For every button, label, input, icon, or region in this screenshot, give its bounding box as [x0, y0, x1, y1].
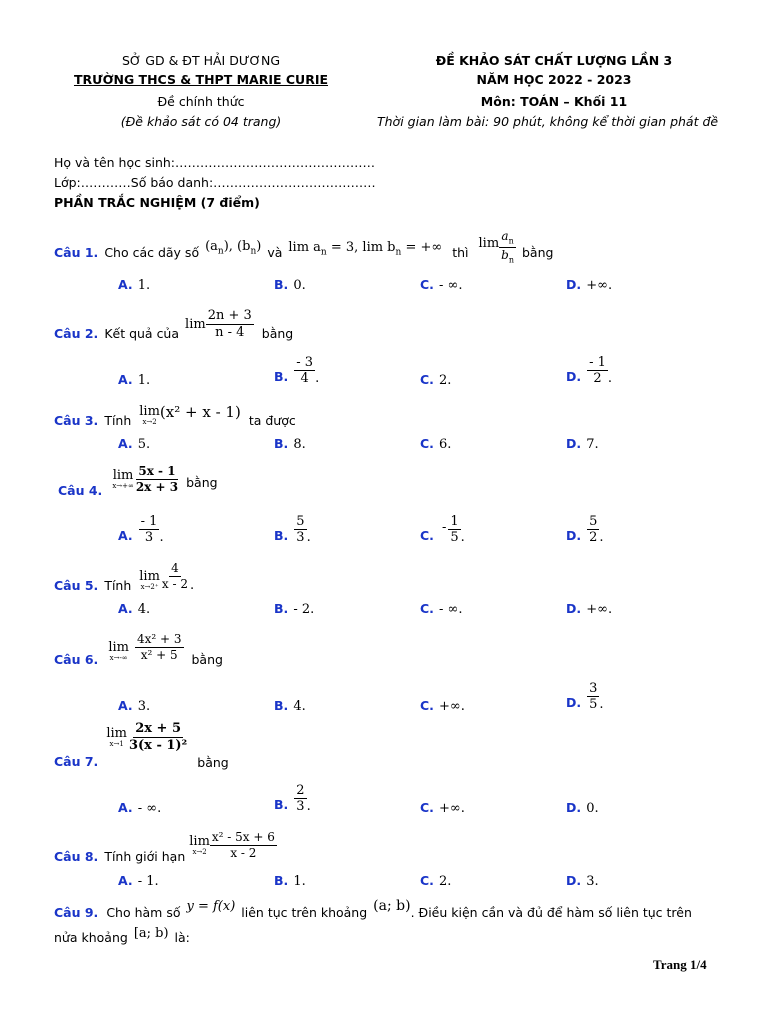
answer-text: 7.	[586, 437, 599, 452]
question-1	[54, 228, 554, 272]
class-line: Lớp:…………Số báo danh:…………………………………	[54, 175, 376, 190]
question-label: Câu 9.	[54, 905, 99, 920]
school-name-text: TRƯỜNG THCS & THPT MARIE CURIE	[73, 72, 329, 87]
answer-text: - ∞.	[439, 278, 463, 293]
answer-d[interactable]: D. 7.	[566, 436, 599, 452]
answer-text: .	[460, 530, 465, 545]
answer-b[interactable]: B. 4.	[274, 698, 306, 714]
answer-text: +∞.	[439, 801, 465, 816]
school-name	[60, 72, 342, 87]
answer-b[interactable]: B. - 2.	[274, 601, 315, 617]
limit-fraction: $\frac{\text{4x² + 3}}{\text{x² + 5}}$	[136, 631, 182, 662]
question-6	[54, 627, 223, 667]
question-label: Câu 4.	[58, 482, 103, 498]
answer-d[interactable]: D. 3.	[566, 873, 599, 889]
answer-c[interactable]: C. +∞.	[420, 698, 465, 714]
answer-a[interactable]: A. $\frac{- 1}{3}$ .	[118, 513, 164, 546]
student-name-line: Họ và tên học sinh:…………………………………………	[54, 155, 375, 170]
limit-operator: lim x→2	[139, 403, 160, 426]
answer-text: 1.	[293, 874, 306, 889]
question-text: . Điều kiện cần và đủ để hàm số liên tục trên	[410, 905, 692, 920]
answer-d[interactable]: D. +∞.	[566, 277, 613, 293]
question-text: bằng	[197, 755, 229, 770]
question-9-line-2	[54, 926, 190, 945]
question-text: bằng	[186, 474, 218, 490]
question-text: Kết quả của	[104, 325, 180, 341]
answer-d[interactable]: D. $\frac{3}{5}$ .	[566, 680, 604, 713]
answer-c[interactable]: C. 2.	[420, 873, 452, 889]
question-text: bằng	[522, 244, 554, 260]
exam-title: ĐỀ KHẢO SÁT CHẤT LƯỢNG LẦN 3	[435, 53, 673, 68]
answer-text: - ∞.	[137, 801, 162, 816]
answer-text: - ∞.	[439, 602, 463, 617]
question-9	[54, 898, 692, 920]
answer-a[interactable]: A. - ∞.	[118, 800, 162, 816]
answer-c[interactable]: C. 2.	[420, 372, 452, 388]
answer-a[interactable]: A. - 1.	[118, 873, 159, 889]
school-year: NĂM HỌC 2022 - 2023	[476, 72, 632, 87]
answer-text: 0.	[293, 278, 306, 293]
limit-operator: lim x→2	[189, 833, 210, 856]
answer-text: 6.	[439, 437, 452, 452]
question-text: bằng	[261, 325, 294, 341]
limit-operator: lim x→1	[106, 725, 127, 748]
limit-operator: lim x→-∞	[108, 639, 129, 662]
question-text: là:	[174, 930, 190, 945]
question-label: Câu 8.	[54, 848, 99, 864]
question-label: Câu 7.	[54, 754, 99, 769]
limit-fraction: $\frac{5x - 1}{2x + 3}$	[135, 463, 179, 494]
subject: Môn: TOÁN – Khối 11	[480, 94, 628, 109]
official-label: Đề chính thức	[157, 94, 245, 109]
answer-b[interactable]: B. 8.	[274, 436, 306, 452]
answer-b[interactable]: B. $\frac{5}{3}$ .	[274, 513, 311, 546]
answer-text: 2.	[439, 874, 452, 889]
answer-a[interactable]: A. 1.	[118, 277, 151, 293]
sequence-expr: $(a_n)$, $(b_n)$	[205, 239, 262, 257]
answer-text: 3.	[586, 874, 599, 889]
interval-expr: [a; b)	[133, 926, 169, 941]
question-text: .	[190, 577, 195, 593]
question-text: và	[267, 244, 283, 260]
answer-text: +∞.	[439, 699, 465, 714]
answer-c[interactable]: C. 6.	[420, 436, 452, 452]
answer-text: .	[599, 530, 604, 545]
answer-text: 1.	[137, 278, 151, 293]
question-text: Tính	[104, 577, 132, 593]
answer-text: 4.	[137, 602, 151, 617]
answer-text: 3.	[137, 699, 151, 714]
answer-d[interactable]: D. 0.	[566, 800, 599, 816]
answer-b[interactable]: B. $\frac{- 3}{4}$ .	[274, 354, 320, 387]
question-text: bằng	[191, 651, 223, 667]
limit-word: lim	[185, 316, 206, 332]
question-label: Câu 5.	[54, 577, 99, 593]
answer-text: .	[306, 530, 311, 545]
limit-fraction: $\frac{\text{x² - 5x + 6}}{x - 2}$	[211, 829, 275, 860]
question-4	[58, 459, 218, 499]
question-text: Cho các dãy số	[104, 244, 200, 260]
answer-text: 8.	[293, 437, 306, 452]
exam-time: Thời gian làm bài: 90 phút, không kể thời gian phát đề	[377, 114, 719, 129]
limit-fraction: $\frac{a_n}{b_n}$	[501, 228, 514, 264]
limit-fraction: $\frac{2x + 5}{\text{3(x - 1)²}}$	[128, 721, 188, 753]
answer-b[interactable]: B. $\frac{2}{3}$ .	[274, 782, 311, 815]
question-label: Câu 3.	[54, 412, 99, 428]
section-title: PHẦN TRẮC NGHIỆM (7 điểm)	[54, 195, 260, 210]
answer-d[interactable]: D. +∞.	[566, 601, 613, 617]
limit-fraction: $\frac{2n + 3}{n - 4}$	[207, 307, 252, 340]
question-text: Cho hàm số	[106, 905, 181, 920]
limit-word: lim	[478, 235, 500, 251]
answer-a[interactable]: A. 5.	[118, 436, 151, 452]
answer-text: .	[159, 530, 164, 545]
question-7	[54, 722, 229, 772]
question-label: Câu 1.	[54, 244, 99, 260]
answer-text: 1.	[137, 373, 151, 388]
answer-text: 0.	[586, 801, 599, 816]
answer-d[interactable]: D. $\frac{- 1}{2}$ .	[566, 354, 613, 387]
question-text: nửa khoảng	[54, 930, 128, 945]
answer-text: .	[306, 799, 311, 814]
limit-fraction: $\frac{4}{x - 2}$	[161, 560, 189, 591]
answer-a[interactable]: A. 3.	[118, 698, 151, 714]
answer-text: 4.	[293, 699, 306, 714]
answer-text: 2.	[439, 373, 452, 388]
answer-a[interactable]: A. 1.	[118, 372, 151, 388]
answer-text: 5.	[137, 437, 151, 452]
answer-text: .	[599, 697, 604, 712]
answer-a[interactable]: A. 4.	[118, 601, 151, 617]
answer-text: - 1.	[137, 874, 159, 889]
question-8	[54, 824, 277, 866]
limit-condition: $\lim a_n = 3$, $\lim b_n$ = +∞	[288, 240, 443, 258]
limit-operator: lim x→+∞	[112, 467, 134, 490]
answer-d[interactable]: D. $\frac{5}{2}$ .	[566, 513, 604, 546]
question-text: Tính giới hạn	[104, 848, 186, 864]
question-text: Tính	[104, 412, 132, 428]
answer-text: .	[315, 371, 320, 386]
answer-b[interactable]: B. 1.	[274, 873, 306, 889]
answer-c[interactable]: C. +∞.	[420, 800, 465, 816]
answer-text: - 2.	[293, 602, 315, 617]
question-label: Câu 2.	[54, 325, 99, 341]
function-expr: y = f(x)	[186, 899, 236, 914]
pages-note: (Đề khảo sát có 04 trang)	[120, 114, 282, 129]
question-text: liên tục trên khoảng	[241, 905, 368, 920]
interval-expr: (a; b)	[373, 898, 411, 914]
question-5	[54, 556, 194, 596]
answer-c[interactable]: C. - $\frac{1}{5}$ .	[420, 513, 465, 546]
answer-c[interactable]: C. - ∞.	[420, 277, 463, 293]
question-text: thì	[452, 244, 469, 260]
department: SỞ GD & ĐT HẢI DƯƠNG	[121, 53, 281, 68]
question-label: Câu 6.	[54, 651, 99, 667]
limit-operator: lim x→2⁺	[139, 568, 160, 591]
question-3	[54, 398, 296, 432]
answer-text: .	[607, 371, 613, 386]
answer-text: +∞.	[586, 278, 613, 293]
limit-expression: (x² + x - 1)	[159, 403, 241, 421]
answer-c[interactable]: C. - ∞.	[420, 601, 463, 617]
answer-text: +∞.	[586, 602, 613, 617]
answer-b[interactable]: B. 0.	[274, 277, 306, 293]
question-text: ta được	[248, 412, 296, 428]
page-number: Trang 1/4	[653, 957, 707, 972]
question-2	[54, 302, 293, 346]
